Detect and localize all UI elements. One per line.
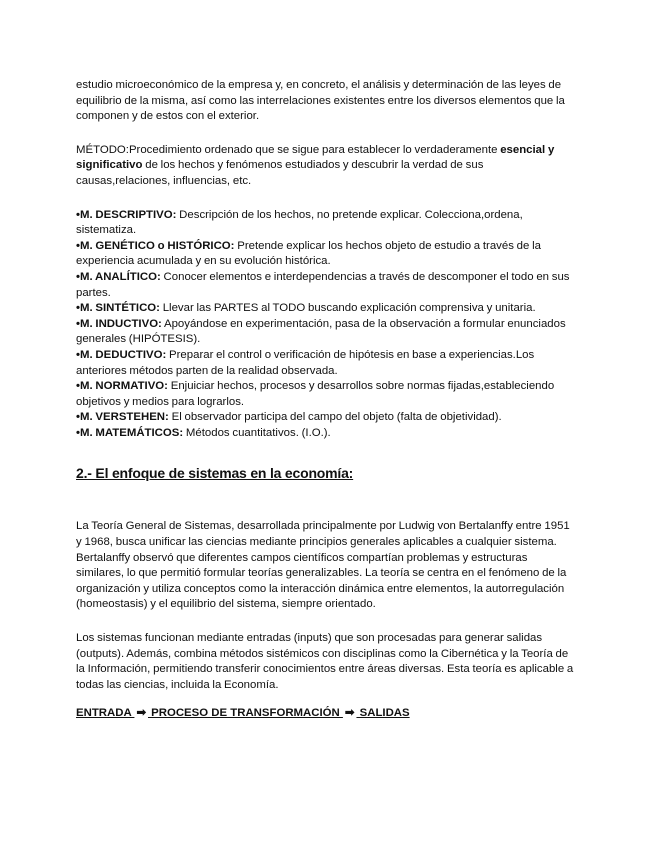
method-item xyxy=(76,410,576,426)
document-page xyxy=(76,78,576,719)
method-desc: El observador participa del campo del objeto (falta de objetividad). xyxy=(168,411,502,424)
method-name: •M. ANALÍTICO: xyxy=(76,270,161,283)
systems-paragraph-1: La Teoría General de Sistemas, desarrollada principalmente por Ludwig von Bertalanffy entre 1951 y 1968, busca unificar las ciencias mediante principios generales aplicables a cualquier sistema. Bertalanffy observó que diferentes campos científicos compartían problemas y estructuras similares, lo que permitió formular teorías generalizables. La teoría se centra en el fenómeno de la organización y utiliza conceptos como la interacción dinámica entre elementos, la autorregulación (homeostasis) y el equilibrio del sistema, siempre orientado. xyxy=(76,520,570,611)
method-name: •M. MATEMÁTICOS: xyxy=(76,426,184,439)
method-item xyxy=(76,239,576,270)
section-heading: 2.- El enfoque de sistemas en la economía: xyxy=(76,465,354,482)
arrow-right-icon: ➡ xyxy=(136,707,146,720)
method-item xyxy=(76,348,576,379)
method-item xyxy=(76,426,576,442)
metodo-bold: esencial y significativo xyxy=(76,143,555,172)
method-desc: Apoyándose en experimentación, pasa de la observación a formular enunciados generales (HIPÓTESIS). xyxy=(76,317,566,346)
method-item xyxy=(76,301,576,317)
method-desc: Pretende explicar los hechos objeto de estudio a través de la experiencia acumulada y en su evolución histórica. xyxy=(76,239,541,268)
method-item xyxy=(76,270,576,301)
method-name: •M. INDUCTIVO: xyxy=(76,317,162,330)
method-name: •M. NORMATIVO: xyxy=(76,380,168,393)
method-desc: Descripción de los hechos, no pretende explicar. Colecciona,ordena, sistematiza. xyxy=(76,208,523,237)
metodo-label: MÉTODO: xyxy=(76,143,129,156)
method-item xyxy=(76,317,576,348)
systems-paragraph-2: Los sistemas funcionan mediante entradas (inputs) que son procesadas para generar salidas (outputs). Además, combina métodos sistémicos con disciplinas como la Cibernética y la Teoría de la Información, permitiendo transferir conocimientos entre áreas diversas. Esta teoría es aplicable a todas las ciencias, incluida la Economía. xyxy=(76,632,574,691)
method-desc: Preparar el control o verificación de hipótesis en base a experiencias.Los anteriores métodos parten de la realidad observada. xyxy=(76,348,535,377)
flow-entrada: ENTRADA xyxy=(76,707,135,720)
metodo-paragraph xyxy=(76,143,576,190)
method-desc: Métodos cuantitativos. (I.O.). xyxy=(183,426,331,439)
metodo-text-b: de los hechos y fenómenos estudiados y descubrir la verdad de sus causas,relaciones, influencias, etc. xyxy=(76,159,484,187)
method-name: •M. DEDUCTIVO: xyxy=(76,348,167,361)
process-flow xyxy=(76,705,576,719)
method-name: •M. SINTÉTICO: xyxy=(76,302,160,315)
flow-salidas: SALIDAS xyxy=(356,707,410,720)
method-name: •M. GENÉTICO o HISTÓRICO: xyxy=(76,239,235,252)
method-item xyxy=(76,208,576,239)
method-item xyxy=(76,379,576,410)
metodo-text-a: Procedimiento ordenado que se sigue para establecer lo verdaderamente xyxy=(128,143,498,156)
methods-list xyxy=(76,208,576,442)
method-name: •M. VERSTEHEN: xyxy=(76,411,169,424)
arrow-right-icon: ➡ xyxy=(344,707,355,720)
method-desc: Enjuiciar hechos, procesos y desarrollos sobre normas fijadas,estableciendo objetivos y medios para lograrlos. xyxy=(76,380,555,408)
method-name: •M. DESCRIPTIVO: xyxy=(76,208,177,221)
intro-paragraph: estudio microeconómico de la empresa y, en concreto, el análisis y determinación de las leyes de equilibrio de la misma, así como las interrelaciones existentes entre los diversos elementos que la componen y de estos con el exterior. xyxy=(76,79,565,123)
flow-proceso: PROCESO DE TRANSFORMACIÓN xyxy=(147,707,343,720)
method-desc: Conocer elementos e interdependencias a través de descomponer el todo en sus partes. xyxy=(76,270,570,299)
method-desc: Llevar las PARTES al TODO buscando explicación comprensiva y unitaria. xyxy=(159,302,536,315)
